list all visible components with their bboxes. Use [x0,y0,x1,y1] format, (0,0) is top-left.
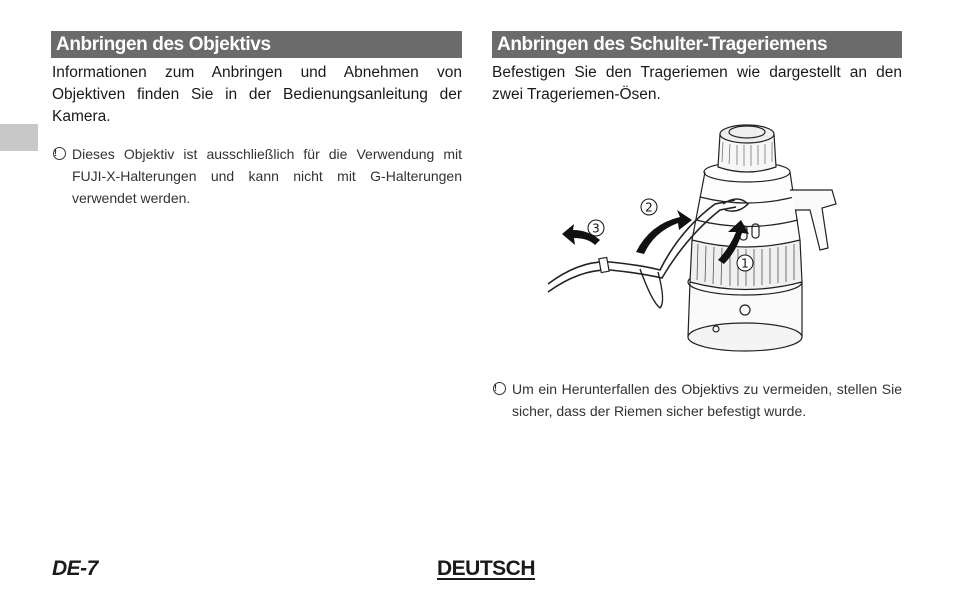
language-label: DEUTSCH [437,557,536,580]
note-mount-compatibility-text: Dieses Objektiv ist ausschließlich für die Verwendung mit FUJI-X-Halterungen und kann nicht mit G-Halterungen verwendet werden. [72,146,462,206]
note-strap-safety [494,378,902,422]
language-side-tab [0,124,38,151]
note-mount-compatibility [54,143,462,209]
step-1-label: 1 [741,256,749,271]
strap-illustration [540,112,850,357]
heading-attach-lens: Anbringen des Objektivs [51,31,462,58]
paragraph-attach-lens: Informationen zum Anbringen und Abnehmen von Objektiven finden Sie in der Bedienungsanleitung der Kamera. [52,64,462,125]
paragraph-attach-strap: Befestigen Sie den Trageriemen wie dargestellt an den zwei Trageriemen-Ösen. [492,64,902,103]
caution-icon: ! [53,147,66,160]
note-strap-safety-text: Um ein Herunterfallen des Objektivs zu vermeiden, stellen Sie sicher, dass der Riemen sicher befestigt wurde. [512,381,902,419]
step-2-label: 2 [645,200,653,215]
caution-icon: ! [493,382,506,395]
heading-attach-strap: Anbringen des Schulter-Trageriemens [492,31,902,58]
step-3-label: 3 [592,221,600,236]
page-number: DE-7 [52,557,98,580]
